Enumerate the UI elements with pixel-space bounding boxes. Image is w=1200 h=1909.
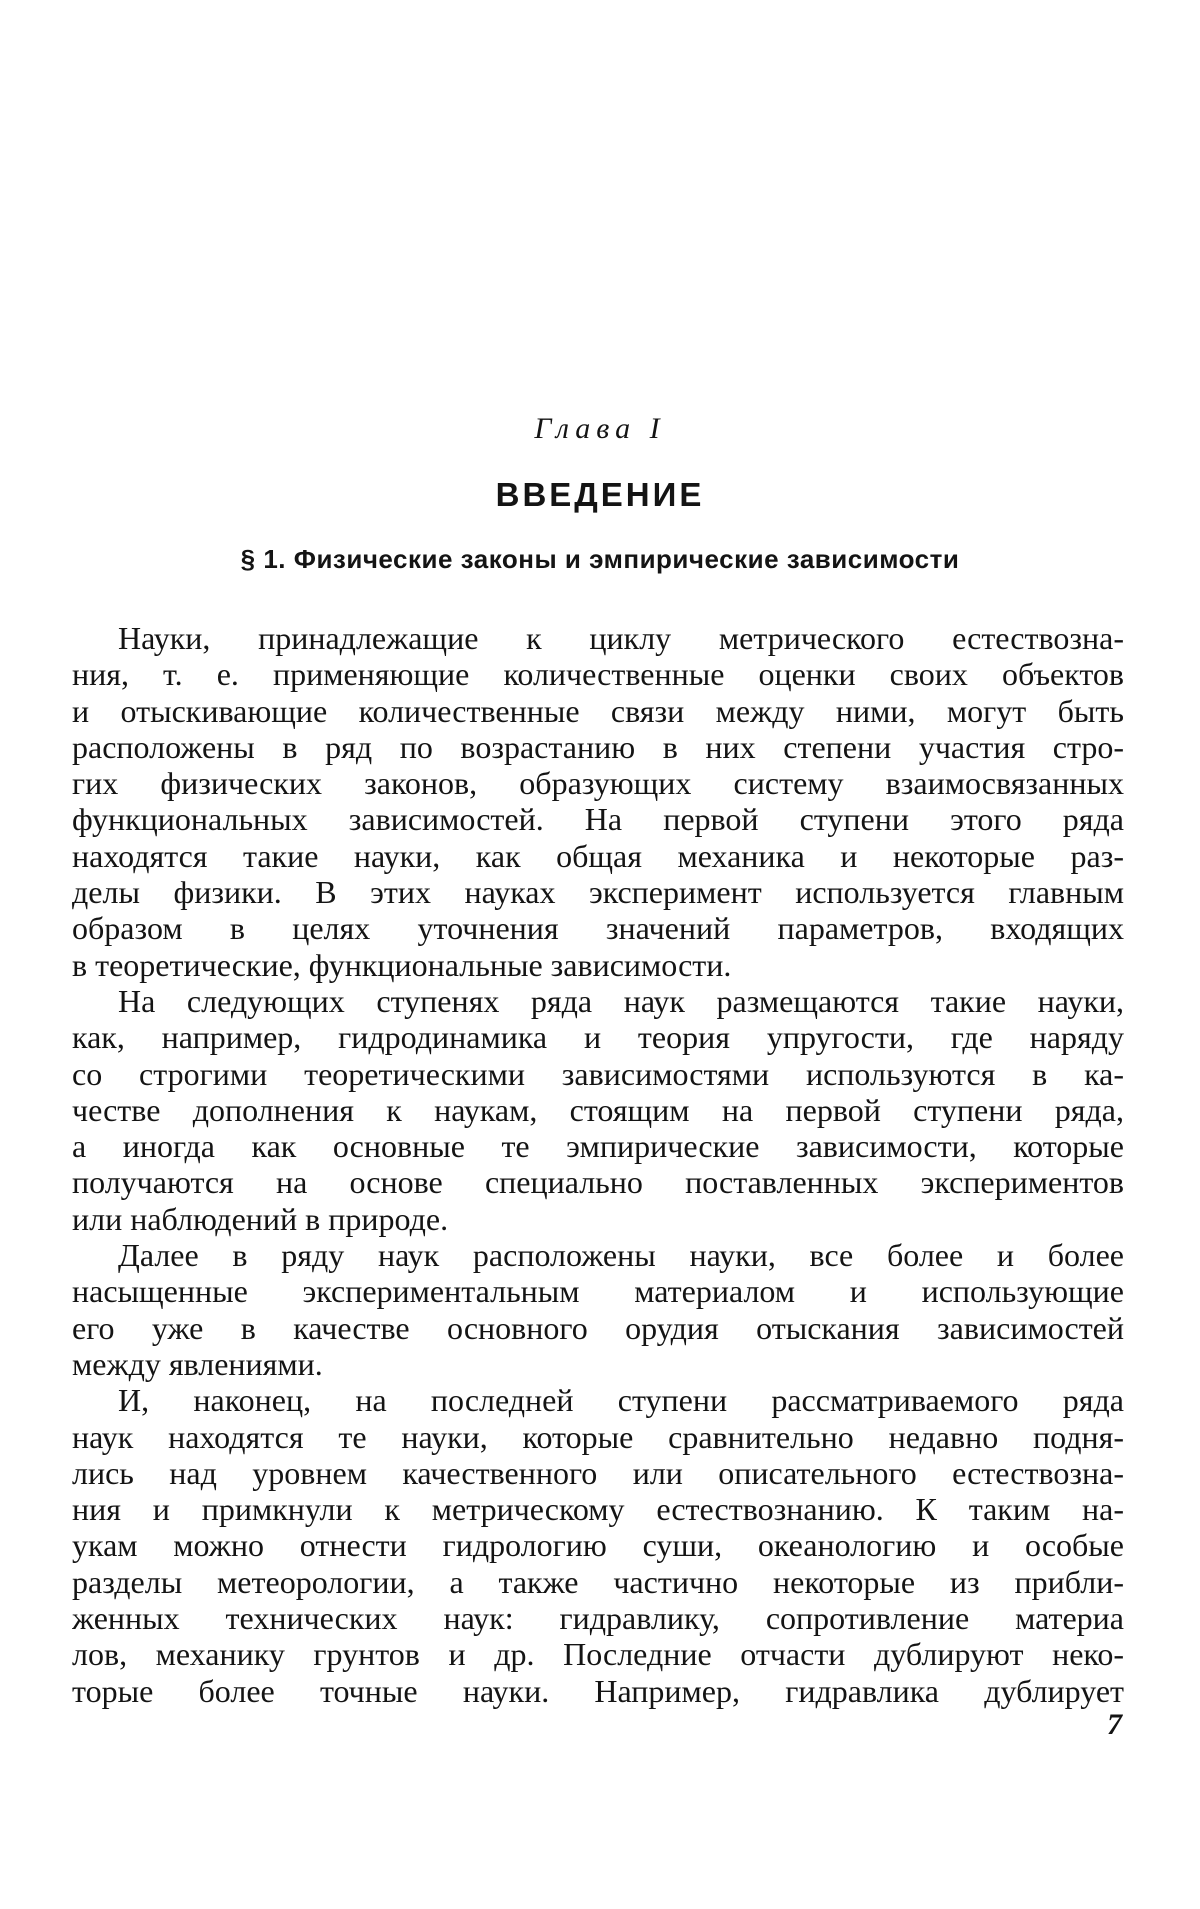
text-line: функциональных зависимостей. На первой ступени этого ряда [72,801,1124,838]
text-line: со строгими теоретическими зависимостями используются в ка- [72,1055,1124,1092]
text-line: в теоретические, функциональные зависимости. [72,946,732,983]
text-line: ния и примкнули к метрическому естествознанию. К таким на- [72,1491,1124,1528]
text-line: женных технических наук: гидравлику, сопротивление материа [72,1600,1124,1637]
text-line: лов, механику грунтов и др. Последние отчасти дублируют неко- [72,1636,1124,1673]
text-line: торые более точные науки. Например, гидравлика дублирует [72,1672,1124,1709]
text-line: расположены в ряд по возрастанию в них степени участия стро- [72,728,1124,765]
text-line: между явлениями. [72,1345,323,1382]
text-line: Науки, принадлежащие к циклу метрического естествозна- [118,620,1124,656]
section-heading: § 1. Физические законы и эмпирические зависимости [240,544,960,574]
text-line: а иногда как основные те эмпирические зависимости, которые [72,1128,1124,1165]
text-line: образом в целях уточнения значений параметров, входящих [72,910,1124,947]
text-line: честве дополнения к наукам, стоящим на первой ступени ряда, [72,1091,1124,1128]
paragraph [72,1382,1124,1709]
body-text [72,620,1124,1709]
text-line: делы физики. В этих науках эксперимент используется главным [72,874,1124,911]
text-line: разделы метеорологии, а также частично некоторые из прибли- [72,1563,1124,1600]
chapter-title: ВВЕДЕНИЕ [495,476,705,513]
text-line: Далее в ряду наук расположены науки, все более и более [118,1237,1124,1274]
text-line: укам можно отнести гидрологию суши, океанологию и особые [72,1527,1124,1564]
page-number: 7 [1107,1708,1122,1741]
chapter-label: Глава I [534,412,666,445]
text-line: и отыскивающие количественные связи между ними, могут быть [72,692,1124,729]
text-line: наук находятся те науки, которые сравнительно недавно подня- [72,1418,1124,1455]
paragraph [72,1237,1124,1382]
text-line: находятся такие науки, как общая механика и некоторые раз- [72,837,1124,874]
text-line: насыщенные экспериментальным материалом и использующие [72,1273,1124,1310]
paragraph [72,983,1124,1237]
text-line: На следующих ступенях ряда наук размещаются такие науки, [118,982,1124,1019]
paragraph [72,620,1124,983]
text-line: как, например, гидродинамика и теория упругости, где наряду [72,1019,1124,1056]
text-line: или наблюдений в природе. [72,1200,449,1237]
text-line: ния, т. е. применяющие количественные оценки своих объектов [72,656,1124,693]
text-line: И, наконец, на последней ступени рассматриваемого ряда [118,1382,1124,1419]
text-line: его уже в качестве основного орудия отыскания зависимостей [72,1309,1124,1346]
text-line: получаются на основе специально поставленных экспериментов [72,1164,1124,1201]
text-line: гих физических законов, образующих систему взаимосвязанных [72,765,1124,802]
text-line: лись над уровнем качественного или описательного естествозна- [72,1454,1124,1491]
